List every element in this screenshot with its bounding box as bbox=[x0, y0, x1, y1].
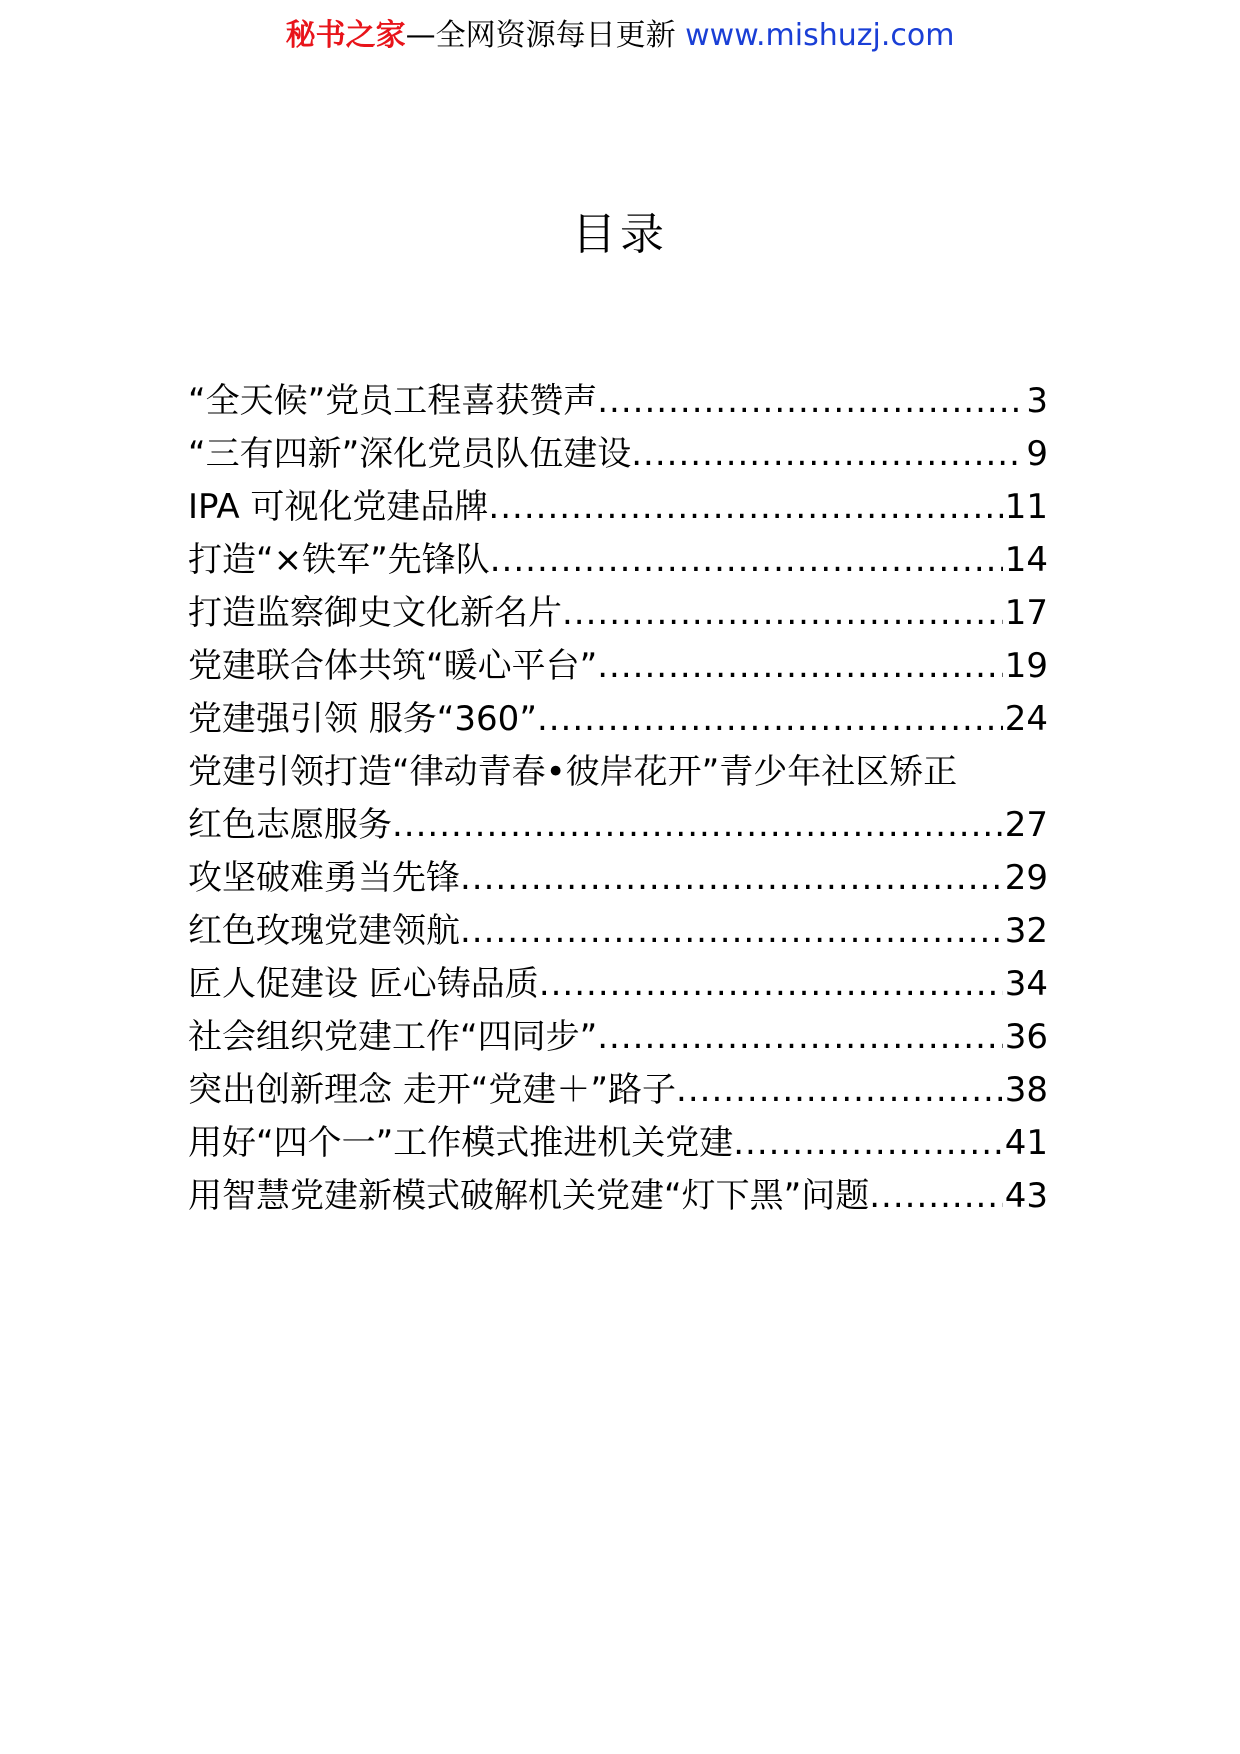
toc-entry[interactable] bbox=[188, 428, 1048, 481]
toc-dot-leader bbox=[392, 799, 1003, 852]
page-title: 目录 bbox=[572, 209, 668, 260]
toc-entry-multiline[interactable] bbox=[188, 746, 1048, 852]
toc-entry-page: 9 bbox=[1026, 434, 1048, 474]
toc-entry[interactable] bbox=[188, 640, 1048, 693]
toc-dot-leader bbox=[488, 481, 1002, 534]
toc-entry-page: 38 bbox=[1004, 1070, 1048, 1110]
toc-entry-page: 24 bbox=[1004, 699, 1048, 739]
toc-entry[interactable] bbox=[188, 1170, 1048, 1223]
toc-entry-page: 19 bbox=[1004, 646, 1048, 686]
toc-entry[interactable] bbox=[188, 693, 1048, 746]
toc-dot-leader bbox=[490, 534, 1003, 587]
toc-dot-leader bbox=[733, 1117, 1003, 1170]
toc-dot-leader bbox=[676, 1064, 1003, 1117]
toc-entry-label: 社会组织党建工作“四同步” bbox=[188, 1017, 598, 1057]
toc-entry[interactable] bbox=[188, 958, 1048, 1011]
toc-entry-page: 32 bbox=[1004, 911, 1048, 951]
toc-entry-label: 用好“四个一”工作模式推进机关党建 bbox=[188, 1123, 734, 1163]
toc-entry-page: 17 bbox=[1004, 593, 1048, 633]
toc-entry-label: 用智慧党建新模式破解机关党建“灯下黑”问题 bbox=[188, 1176, 870, 1216]
toc-entry-page: 11 bbox=[1004, 487, 1048, 527]
toc-entry-label: 党建联合体共筑“暖心平台” bbox=[188, 646, 598, 686]
toc-entry[interactable] bbox=[188, 534, 1048, 587]
toc-entry[interactable] bbox=[188, 587, 1048, 640]
toc-dot-leader bbox=[562, 587, 1003, 640]
toc-dot-leader bbox=[460, 905, 1003, 958]
toc-entry-label: 攻坚破难勇当先锋 bbox=[188, 858, 460, 898]
toc-dot-leader bbox=[539, 958, 1003, 1011]
brand-name: 秘书之家 bbox=[285, 18, 406, 53]
toc-entry-label: 党建强引领 服务“360” bbox=[188, 699, 537, 739]
toc-dot-leader bbox=[597, 375, 1024, 428]
toc-entry[interactable] bbox=[188, 481, 1048, 534]
toc-entry-label-line2: 红色志愿服务 bbox=[188, 805, 392, 845]
toc-entry-page: 27 bbox=[1004, 805, 1048, 845]
toc-entry-page: 41 bbox=[1004, 1123, 1048, 1163]
toc-dot-leader bbox=[460, 852, 1003, 905]
toc-entry[interactable] bbox=[188, 905, 1048, 958]
toc-entry[interactable] bbox=[188, 852, 1048, 905]
toc-entry-page: 3 bbox=[1026, 381, 1048, 421]
toc-entry-label: “三有四新”深化党员队伍建设 bbox=[188, 434, 632, 474]
toc-entry-label: 红色玫瑰党建领航 bbox=[188, 911, 460, 951]
toc-entry[interactable] bbox=[188, 1117, 1048, 1170]
toc-dot-leader bbox=[631, 428, 1024, 481]
site-header bbox=[0, 12, 1240, 60]
toc-entry-label: IPA 可视化党建品牌 bbox=[188, 487, 489, 527]
toc-entry-page: 29 bbox=[1004, 858, 1048, 898]
toc-entry[interactable] bbox=[188, 1064, 1048, 1117]
toc-entry-label: 打造监察御史文化新名片 bbox=[188, 593, 562, 633]
toc-dot-leader bbox=[537, 693, 1003, 746]
table-of-contents bbox=[188, 375, 1048, 1223]
toc-entry-label: “全天候”党员工程喜获赞声 bbox=[188, 381, 598, 421]
site-url-link[interactable]: www.mishuzj.com bbox=[685, 18, 955, 53]
toc-entry-label: 突出创新理念 走开“党建＋”路子 bbox=[188, 1070, 677, 1110]
toc-entry-page: 14 bbox=[1004, 540, 1048, 580]
toc-entry[interactable] bbox=[188, 375, 1048, 428]
toc-entry-label: 打造“×铁军”先锋队 bbox=[188, 540, 490, 580]
toc-entry-label: 匠人促建设 匠心铸品质 bbox=[188, 964, 539, 1004]
toc-entry-page: 34 bbox=[1004, 964, 1048, 1004]
toc-entry[interactable] bbox=[188, 1011, 1048, 1064]
toc-dot-leader bbox=[597, 640, 1003, 693]
toc-entry-page: 36 bbox=[1004, 1017, 1048, 1057]
header-tagline: —全网资源每日更新 bbox=[405, 18, 676, 53]
toc-dot-leader bbox=[869, 1170, 1003, 1223]
toc-entry-label-line1: 党建引领打造“律动青春•彼岸花开”青少年社区矫正 bbox=[188, 752, 958, 792]
toc-dot-leader bbox=[597, 1011, 1003, 1064]
toc-entry-page: 43 bbox=[1004, 1176, 1048, 1216]
